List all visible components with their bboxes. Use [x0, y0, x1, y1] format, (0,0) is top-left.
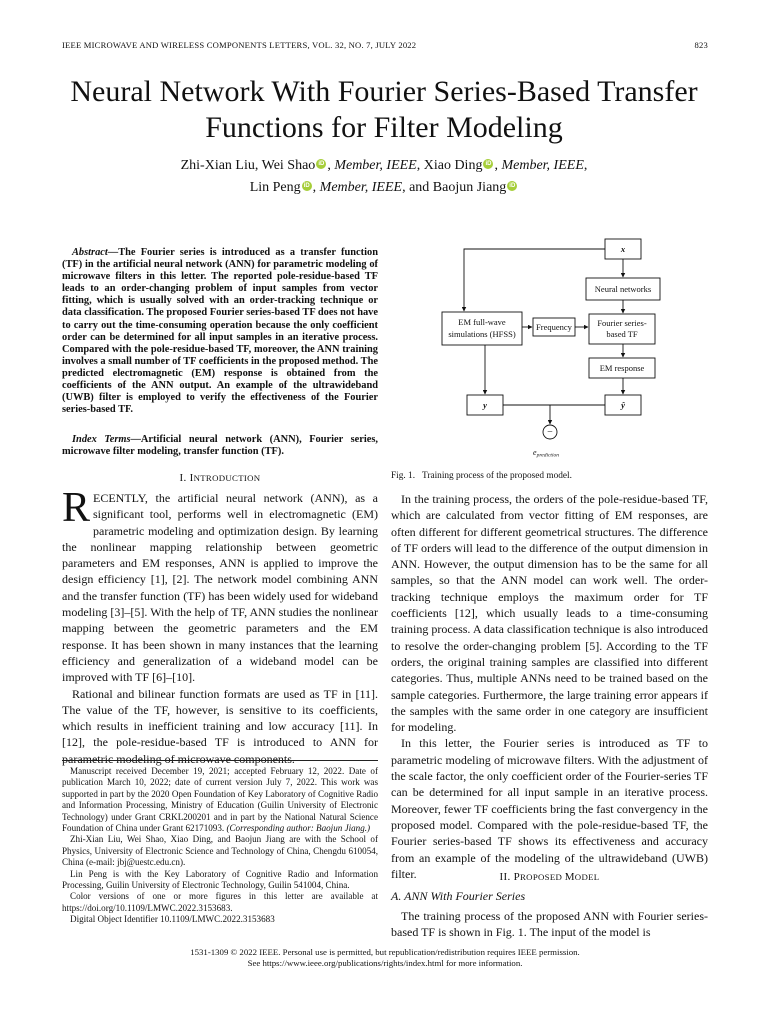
label-neural-networks: Neural networks — [594, 284, 652, 294]
footnote-doi: Digital Object Identifier 10.1109/LMWC.2022.3153683 — [70, 914, 275, 925]
title-line-1: Neural Network With Fourier Series-Based Transfer — [70, 75, 698, 108]
membership-2: Member, IEEE — [501, 158, 584, 173]
index-terms: Index Terms—Artificial neural network (ANN), Fourier series, microwave filter modeling, transfer function (TF). — [62, 434, 378, 458]
running-header — [62, 40, 708, 50]
section2-paragraph-1: The training process of the proposed ANN with Fourier series-based TF is shown in Fig. 1. The input of the model is — [391, 909, 708, 940]
intro-paragraph-1: RECENTLY, the artificial neural network (ANN), as a significant tool, performs well in electromagnetic (EM) parametric modeling and optimization design. By learning the nonlinear mapping relationship between geometric parameters and EM responses, ANN is applied to improve the design efficiency [1], [2]. The network model combining ANN and the transfer function (TF) has been widely used for wideband modeling [3]–[5]. With the help of TF, ANN studies the nonlinear mapping between the geometric parameters and the EM response. It has been shown in many instances that the learning efficiency and generalization of a wideband model can be improved with TF [6]–[10]. — [62, 485, 378, 685]
drop-cap: R — [62, 485, 91, 531]
paper-title — [30, 74, 738, 146]
label-fourier-line-1: Fourier series- — [597, 318, 647, 328]
abstract-text: The Fourier series is introduced as a transfer function (TF) in the artificial neural network (ANN) for parametric modeling of microwave filters in this letter. The reported pole-residue-based TF leads to an order-changing problem of input samples from vector fitting, which is usually solved with an order-tracking technique or data classification. The proposed Fourier series-based TF does not have to carry out the time-consuming operation because the only coefficient order can be determined for all input samples in an iterative process. Compared with the pole-residue-based TF, moreover, the ANN training involves a small number of TF coefficients in the proposed method. The predicted electromagnetic (EM) response is obtained from the coefficients of the ANN output. An example of the ultrawideband (UWB) filter is employed to verify the effectiveness of the Fourier series-based TF. — [62, 247, 378, 416]
footnote-affiliation-1: Zhi-Xian Liu, Wei Shao, Xiao Ding, and Baojun Jiang are with the School of Physics, University of Electronic Science and Technology of China, Chengdu 610054, China (e-mail: jbj@uestc.edu.cn). — [62, 834, 378, 868]
author-names-3: Lin Peng — [249, 180, 301, 195]
footnote-divider — [62, 760, 378, 761]
author-names-2: Xiao Ding — [423, 158, 483, 173]
label-frequency: Frequency — [536, 322, 572, 332]
membership-1: Member, IEEE — [334, 158, 417, 173]
introduction-body — [62, 485, 378, 767]
abstract-label: Abstract — [72, 247, 108, 258]
orcid-icon[interactable]: iD — [485, 161, 492, 167]
label-minus: − — [547, 427, 553, 438]
section2-body — [391, 908, 708, 941]
footnotes — [62, 766, 378, 926]
author-names-4: and Baojun Jiang — [409, 180, 507, 195]
right-column-body — [391, 491, 708, 882]
footnote-manuscript: Manuscript received December 19, 2021; accepted February 12, 2022. Date of publication March 10, 2022; date of current version July 7, 2022. This work was supported in part by the 2020 Open Foundation of Key Laboratory of Cognitive Radio and Information Processing, Ministry of Education (Guilin University of Electronic Technology) under Grant CRKL200201 and in part by the National Natural Science Foundation of China under Grant 62171093. (Corresponding author: Baojun Jiang.) — [62, 766, 378, 834]
label-fourier-line-2: based TF — [606, 329, 638, 339]
title-line-2: Functions for Filter Modeling — [205, 111, 563, 144]
copyright-line-2: See https://www.ieee.org/publications/rights/index.html for more information. — [247, 958, 523, 968]
index-terms-text: Artificial neural network (ANN), Fourier series, microwave filter modeling, transfer function (TF). — [62, 434, 378, 458]
membership-3: Member, IEEE — [319, 180, 403, 195]
section-heading-proposed-model: II. PROPOSED MODEL — [499, 871, 600, 883]
subsection-heading-ann-fourier: A. ANN With Fourier Series — [391, 889, 526, 903]
label-em-response: EM response — [599, 363, 645, 373]
label-y: y — [483, 400, 487, 410]
label-x: x — [620, 244, 626, 254]
copyright-notice — [62, 947, 708, 969]
author-list: Zhi-Xian Liu, Wei Shao iD , Member, IEEE, Xiao Ding iD , Member, IEEE, Lin Peng iD , Member, IEEE, and Baojun Jiang iD — [180, 158, 588, 195]
label-em-line-1: EM full-wave — [458, 317, 506, 327]
journal-name: IEEE MICROWAVE AND WIRELESS COMPONENTS LETTERS, VOL. 32, NO. 7, JULY 2022 — [62, 40, 417, 50]
orcid-icon[interactable]: iD — [303, 183, 310, 189]
footnote-affiliation-2: Lin Peng is with the Key Laboratory of Cognitive Radio and Information Processing, Guilin University of Electronic Technology, Guilin 541004, China. — [62, 868, 378, 891]
figure-1-caption: Fig. 1. Training process of the proposed model. — [391, 471, 572, 481]
copyright-line-1: 1531-1309 © 2022 IEEE. Personal use is permitted, but republication/redistribution requires IEEE permission. — [190, 947, 580, 957]
label-error: eprediction — [533, 448, 559, 459]
intro-paragraph-2: Rational and bilinear function formats are used as TF in [11]. The value of the TF, however, is sensitive to its coefficients, which results in inefficient training and low accuracy [11]. In [12], the pole-residue-based TF is introduced to ANN for parametric modeling of microwave components. — [62, 686, 378, 766]
right-paragraph-1: In the training process, the orders of the pole-residue-based TF, which are calculated from vector fitting of EM responses, are often different for different geometrical structures. The difference of TF orders will lead to the difference of the output dimension in ANN. However, the output dimension has to be the same for all samples, so that the ANN model can work well. The order-tracking technique employs the maximum order for TF coefficients [12], which usually leads to a time-consuming training process. A data classification technique is also introduced to resolve the order-changing problem [5]. According to the TF orders, the original training samples are classified into different categories. Thus, multiple ANNs need to be trained based on the sample categories. Furthermore, the large training error appears if the samples with the same order in one category are insufficient for modeling. — [391, 492, 708, 735]
figure-1-diagram — [436, 236, 684, 462]
footnote-color-versions: Color versions of one or more figures in this letter are available at https://doi.org/10.1109/LMWC.2022.3153683. — [62, 891, 378, 913]
right-paragraph-2: In this letter, the Fourier series is introduced as TF to parametric modeling of microwave filters. With the adjustment of the scale factor, the only coefficient order of the Fourier-series TF can be determined for all input sample in an iterative process. Moreover, fewer TF coefficients bring the fast convergency in the proposed model. Compared with the pole-residue-based TF, the Fourier series-based TF shows its effectiveness and accuracy from an example of the modeling of the ultrawideband (UWB) filter. — [391, 736, 708, 881]
index-terms-label: Index Terms — [72, 434, 131, 445]
section-heading-introduction: I. INTRODUCTION — [179, 472, 261, 484]
abstract: Abstract—The Fourier series is introduced as a transfer function (TF) in the artificial neural network (ANN) for parametric modeling of microwave filters in this letter. The reported pole-residue-based TF leads to an order-changing problem of input samples from vector fitting, which is usually solved with an order-tracking technique or data classification. The proposed Fourier series-based TF does not have to carry out the time-consuming operation because the only coefficient order can be determined for all input samples in an iterative process. Compared with the pole-residue-based TF, moreover, the ANN training involves a small number of TF coefficients in the proposed method. The predicted electromagnetic (EM) response is obtained from the coefficients of the ANN output. An example of the ultrawideband (UWB) filter is employed to verify the effectiveness of the Fourier series-based TF. — [62, 247, 378, 416]
page-number: 823 — [694, 40, 708, 50]
label-em-line-2: simulations (HFSS) — [448, 329, 516, 339]
orcid-icon[interactable]: iD — [318, 161, 325, 167]
orcid-icon[interactable]: iD — [509, 183, 516, 189]
author-names-1: Zhi-Xian Liu, Wei Shao — [180, 158, 316, 173]
label-y-hat: ŷ — [621, 400, 625, 410]
